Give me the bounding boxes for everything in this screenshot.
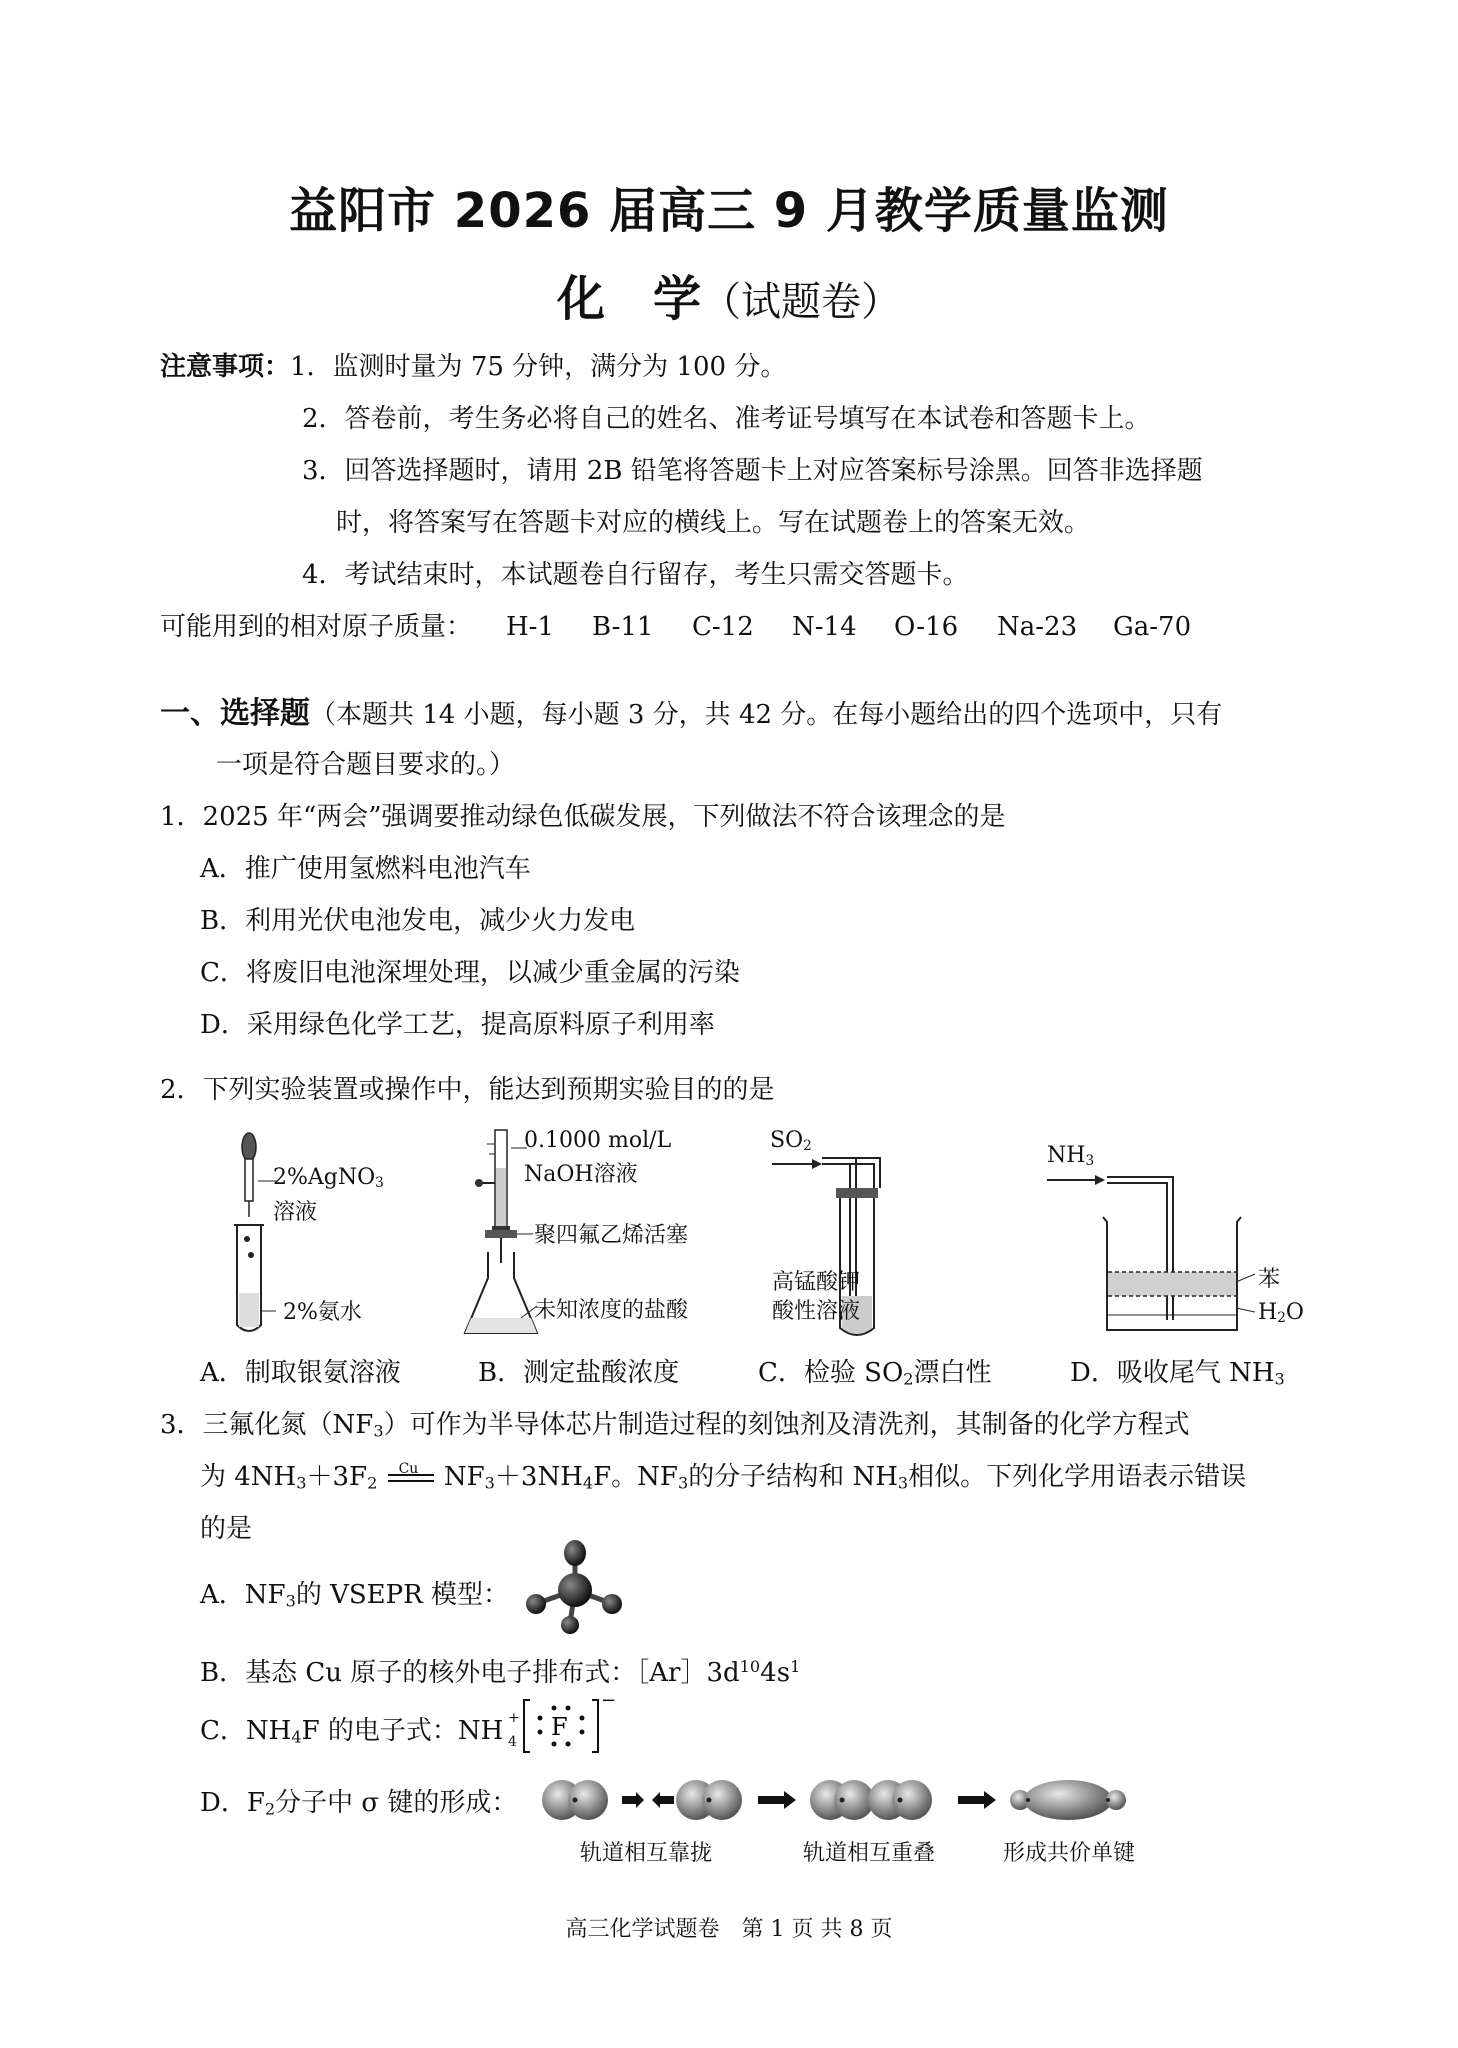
sub: 2 <box>367 1473 378 1493</box>
q2-stem: 2．下列实验装置或操作中，能达到预期实验目的的是 <box>160 1075 775 1105</box>
reaction-arrow <box>386 1461 436 1488</box>
q2-option-c <box>758 1356 992 1397</box>
figure-a-reagent-top <box>273 1165 384 1191</box>
note-item: 4．考试结束时，本试题卷自行留存，考生只需交答题卡。 <box>302 560 969 590</box>
q2-option-b: B．测定盐酸浓度 <box>478 1358 680 1388</box>
stage-label-overlap: 轨道相互重叠 <box>803 1841 936 1866</box>
figure-a-reagent-bottom: 2%氨水 <box>283 1300 362 1325</box>
atomic-mass: N-14 <box>792 612 857 642</box>
q3-text: A．NF <box>200 1580 286 1610</box>
q3-text: 4s <box>760 1657 791 1688</box>
figure-d-nh3: NH <box>1047 1143 1086 1168</box>
catalyst-label: Cu <box>398 1461 419 1477</box>
vsepr-model-icon <box>520 1535 630 1635</box>
figure-d-water <box>1258 1300 1304 1326</box>
q3-option-b <box>200 1650 800 1690</box>
sub: 2 <box>264 1799 276 1819</box>
figure-b-concentration: 0.1000 mol/L <box>524 1128 672 1153</box>
atomic-mass: B-11 <box>592 612 654 642</box>
q3-text: ＋3F <box>306 1462 368 1492</box>
q2-option-a: A．制取银氨溶液 <box>200 1358 401 1388</box>
sub: 3 <box>897 1473 909 1493</box>
figure-d-benzene: 苯 <box>1258 1267 1281 1292</box>
minus-charge: − <box>601 1690 617 1711</box>
q3-text: 的 VSEPR 模型： <box>295 1580 509 1610</box>
q3-text: 相似。下列化学用语表示错误 <box>908 1462 1247 1492</box>
atomic-mass: C-12 <box>692 612 754 642</box>
sub: 2 <box>903 1369 914 1389</box>
atomic-mass: Ga-70 <box>1113 612 1192 642</box>
sub: 3 <box>373 1421 384 1441</box>
q3-text: B．基态 Cu 原子的核外电子排布式：［Ar］3d <box>200 1657 740 1688</box>
q3-option-a <box>200 1578 509 1619</box>
sub: 2 <box>803 1138 812 1154</box>
note-item: 1．监测时量为 75 分钟，满分为 100 分。 <box>290 352 787 382</box>
figure-c-gas <box>770 1128 812 1154</box>
notes-label: 注意事项： <box>160 352 291 382</box>
q3-text: F。NF <box>593 1462 678 1492</box>
electron-dot-structure <box>522 1690 617 1758</box>
q3-option-c <box>200 1714 503 1755</box>
sigma-bond-formation-diagram <box>540 1770 1140 1834</box>
arrow-line <box>388 1474 434 1476</box>
q2-option-c-pre: C．检验 SO <box>758 1358 904 1388</box>
subject-note: （试题卷） <box>701 279 901 325</box>
q3-text: 3．三氟化氮（NF <box>160 1410 374 1440</box>
note-item: 3．回答选择题时，请用 2B 铅笔将答题卡上对应答案标号涂黑。回答非选择题 <box>302 456 1203 486</box>
q1-stem: 1．2025 年“两会”强调要推动绿色低碳发展，下列做法不符合该理念的是 <box>160 802 1006 832</box>
q3-text: ）可作为半导体芯片制造过程的刻蚀剂及清洗剂，其制备的化学方程式 <box>383 1410 1190 1440</box>
section-desc-2: 一项是符合题目要求的。） <box>216 750 516 780</box>
subject-name: 化 学 <box>556 271 701 327</box>
arrow-line <box>388 1480 434 1482</box>
q1-option-c: C．将废旧电池深埋处理，以减少重金属的污染 <box>200 958 740 988</box>
sub: 3 <box>1085 1153 1095 1169</box>
nh4-charge: + <box>508 1710 520 1726</box>
sub: 3 <box>285 1591 296 1611</box>
q2-option-c-post: 漂白性 <box>913 1358 992 1388</box>
figure-b-naoh: NaOH溶液 <box>524 1162 638 1187</box>
q3-text: NF <box>435 1462 485 1492</box>
sub: 3 <box>484 1473 495 1493</box>
sub: 4 <box>291 1727 302 1747</box>
figure-a-agno3: 2%AgNO <box>273 1165 376 1190</box>
q3-text: D．F <box>200 1788 265 1818</box>
sub: 3 <box>375 1175 384 1191</box>
sub: 4 <box>582 1473 594 1493</box>
figure-a-reagent-top2: 溶液 <box>273 1200 318 1225</box>
sub: 3 <box>677 1473 689 1493</box>
q3-text: 分子中 σ 键的形成： <box>275 1788 518 1818</box>
figure-d-apparatus <box>1045 1140 1265 1340</box>
q3-text: 的分子结构和 NH <box>688 1462 898 1492</box>
q1-option-a: A．推广使用氢燃料电池汽车 <box>200 854 531 884</box>
nh4-subscript: 4 <box>508 1734 517 1750</box>
stage-label-bond: 形成共价单键 <box>1003 1841 1136 1866</box>
figure-d-o: O <box>1285 1300 1304 1325</box>
page-title: 益阳市 2026 届高三 9 月教学质量监测 <box>289 183 1169 239</box>
figure-c-solution1: 高锰酸钾 <box>772 1270 861 1295</box>
subject-title <box>0 260 1458 329</box>
q2-option-d-pre: D．吸收尾气 NH <box>1070 1358 1275 1388</box>
q3-stem-line3: 的是 <box>200 1514 253 1544</box>
q3-text: ＋3NH <box>494 1462 583 1492</box>
q1-option-b: B．利用光伏电池发电，减少火力发电 <box>200 906 636 936</box>
figure-d-gas <box>1047 1143 1094 1169</box>
notes-block <box>160 350 786 384</box>
note-item: 2．答卷前，考生务必将自己的姓名、准考证号填写在本试卷和答题卡上。 <box>302 404 1151 434</box>
sup: 1 <box>790 1657 801 1676</box>
sub: 2 <box>1277 1310 1286 1326</box>
section-heading <box>160 697 1222 732</box>
stage-label-approach: 轨道相互靠拢 <box>580 1841 713 1866</box>
atomic-mass: Na-23 <box>997 612 1078 642</box>
sub: 3 <box>1274 1369 1285 1389</box>
note-item: 时，将答案写在答题卡对应的横线上。写在试题卷上的答案无效。 <box>336 508 1091 538</box>
sup: 10 <box>739 1657 761 1676</box>
q3-text: C．NH <box>200 1716 292 1746</box>
section-title: 一、选择题 <box>160 696 310 731</box>
fluorine-symbol: F <box>551 1713 568 1741</box>
section-desc: （本题共 14 小题，每小题 3 分，共 42 分。在每小题给出的四个选项中，只有 <box>310 700 1223 730</box>
atomic-mass: H-1 <box>506 612 555 642</box>
page-footer: 高三化学试题卷 第 1 页 共 8 页 <box>565 1917 893 1942</box>
sub: 3 <box>296 1473 307 1493</box>
figure-c-so2: SO <box>770 1128 804 1153</box>
q1-option-d: D．采用绿色化学工艺，提高原料原子利用率 <box>200 1010 715 1040</box>
q3-option-d <box>200 1786 517 1827</box>
figure-b-stopcock: 聚四氟乙烯活塞 <box>534 1223 689 1248</box>
atomic-mass: O-16 <box>894 612 959 642</box>
figure-b-flask-label: 未知浓度的盐酸 <box>534 1298 689 1323</box>
q2-option-d <box>1070 1356 1285 1397</box>
figure-c-solution2: 酸性溶液 <box>772 1299 861 1324</box>
q3-text: 为 4NH <box>200 1462 297 1492</box>
atomic-mass-label: 可能用到的相对原子质量： <box>160 612 473 642</box>
q3-stem-line2 <box>200 1460 1246 1501</box>
figure-d-h: H <box>1258 1300 1278 1325</box>
q3-text: F 的电子式：NH <box>301 1716 504 1746</box>
q3-stem-line1 <box>160 1408 1190 1449</box>
